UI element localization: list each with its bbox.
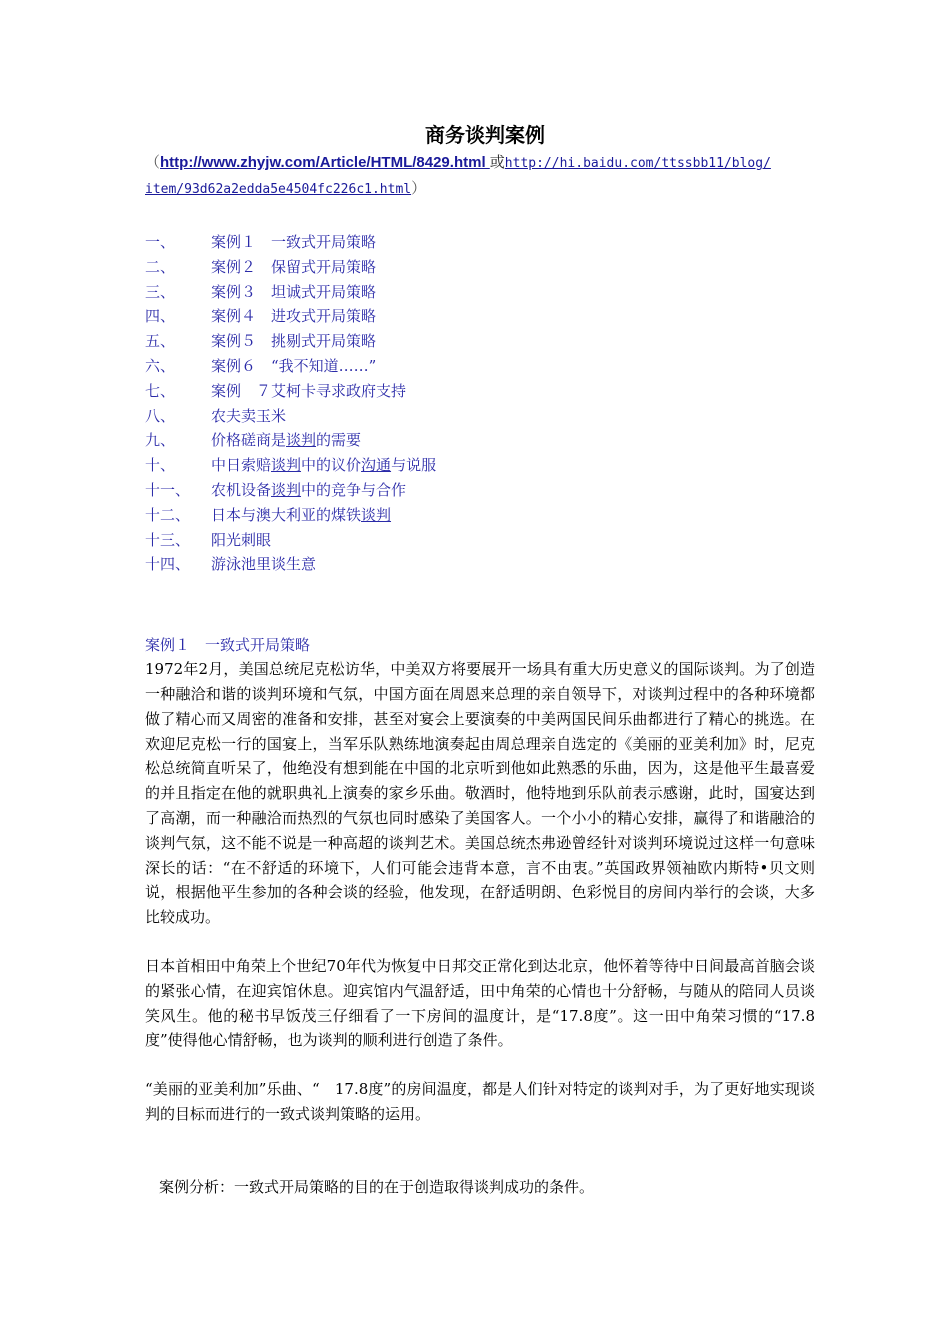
document-page: [145, 120, 815, 1199]
toc-number: 九、: [145, 431, 176, 450]
toc-label-link[interactable]: 谈判: [286, 431, 317, 450]
toc-number: 八、: [145, 406, 176, 425]
toc-label: 案例６ “我不知道……”: [211, 356, 377, 375]
toc-label: [211, 453, 436, 478]
toc-number: 十二、: [145, 505, 191, 524]
toc-item[interactable]: [145, 354, 815, 379]
toc-item[interactable]: [145, 528, 815, 553]
toc-number: 六、: [145, 356, 176, 375]
table-of-contents: [145, 230, 815, 577]
toc-label-text: 中的竞争与合作: [301, 480, 407, 499]
toc-number: 二、: [145, 257, 176, 276]
body-paragraph: “美丽的亚美利加”乐曲、“ 17.8度”的房间温度，都是人们针对特定的谈判对手，为了更好地实现谈判的目标而进行的一致式谈判策略的运用。: [145, 1080, 815, 1123]
toc-item[interactable]: [145, 379, 815, 404]
source-link-baidu-cont[interactable]: item/93d62a2edda5e4504fc226c1.html: [145, 182, 412, 197]
toc-label: [211, 428, 361, 453]
toc-item[interactable]: [145, 503, 815, 528]
source-or: 或: [489, 153, 505, 171]
toc-label: 案例５ 挑剔式开局策略: [211, 332, 377, 351]
source-line-2: [145, 176, 815, 202]
section-heading: 案例１ 一致式开局策略: [145, 636, 311, 655]
toc-label: 案例２ 保留式开局策略: [211, 257, 377, 276]
toc-label-link[interactable]: 谈判: [271, 456, 302, 475]
case-analysis: 案例分析：一致式开局策略的目的在于创造取得谈判成功的条件。: [159, 1177, 595, 1196]
source-link-baidu[interactable]: http://hi.baidu.com/ttssbb11/blog/: [504, 156, 771, 171]
toc-number: 十、: [145, 456, 176, 475]
toc-item[interactable]: [145, 478, 815, 503]
toc-item[interactable]: [145, 453, 815, 478]
toc-item[interactable]: [145, 230, 815, 255]
toc-item[interactable]: [145, 404, 815, 429]
toc-label: 案例 ７艾柯卡寻求政府支持: [211, 381, 407, 400]
toc-item[interactable]: [145, 255, 815, 280]
toc-number: 十三、: [145, 530, 191, 549]
toc-item[interactable]: [145, 304, 815, 329]
source-open-paren: （: [145, 153, 161, 171]
toc-label-text: 中的议价: [301, 456, 362, 475]
toc-number: 十一、: [145, 480, 191, 499]
toc-label-text: 日本与澳大利亚的煤铁: [211, 505, 362, 524]
toc-label: 阳光刺眼: [211, 530, 272, 549]
toc-number: 七、: [145, 381, 176, 400]
toc-number: 四、: [145, 307, 176, 326]
toc-item[interactable]: [145, 329, 815, 354]
toc-label-link[interactable]: 沟通: [361, 456, 392, 475]
toc-label: 案例４ 进攻式开局策略: [211, 307, 377, 326]
toc-item[interactable]: [145, 428, 815, 453]
toc-label: 游泳池里谈生意: [211, 555, 317, 574]
toc-item[interactable]: [145, 280, 815, 305]
toc-label-text: 的需要: [316, 431, 362, 450]
body-paragraph: 日本首相田中角荣上个世纪70年代为恢复中日邦交正常化到达北京，他怀着等待中日间最高首脑会谈的紧张心情，在迎宾馆休息。迎宾馆内气温舒适，田中角荣的心情也十分舒畅，与随从的陪同人员谈笑风生。他的秘书早饭茂三仔细看了一下房间的温度计，是“17.8度”。这一田中角荣习惯的“17.8度”使得他心情舒畅，也为谈判的顺利进行创造了条件。: [145, 956, 815, 1050]
toc-label-text: 农机设备: [211, 480, 272, 499]
toc-label-text: 价格磋商是: [211, 431, 287, 450]
toc-label: 农夫卖玉米: [211, 406, 287, 425]
toc-label-text: 与说服: [391, 456, 437, 475]
source-close-paren: ）: [411, 179, 427, 197]
toc-label-text: 中日索赔: [211, 456, 272, 475]
toc-number: 一、: [145, 233, 176, 251]
source-link-zhyjw[interactable]: http://www.zhyjw.com/Article/HTML/8429.html: [160, 154, 490, 171]
source-line: [145, 150, 815, 176]
toc-label-link[interactable]: 谈判: [361, 505, 392, 524]
toc-item[interactable]: [145, 552, 815, 577]
page-title: 商务谈判案例: [425, 123, 545, 147]
toc-number: 十四、: [145, 555, 191, 574]
toc-label: [211, 478, 406, 503]
toc-label: 案例３ 坦诚式开局策略: [211, 282, 377, 301]
toc-label: [211, 503, 391, 528]
toc-number: 五、: [145, 332, 176, 351]
body-paragraph: 1972年2月，美国总统尼克松访华，中美双方将要展开一场具有重大历史意义的国际谈判。为了创造一种融洽和谐的谈判环境和气氛，中国方面在周恩来总理的亲自领导下，对谈判过程中的各种环境都做了精心而又周密的准备和安排，甚至对宴会上要演奏的中美两国民间乐曲都进行了精心的挑选。在欢迎尼克松一行的国宴上，当军乐队熟练地演奏起由周总理亲自选定的《美丽的亚美利加》时，尼克松总统简直听呆了，他绝没有想到能在中国的北京听到他如此熟悉的乐曲，因为，这是他平生最喜爱的并且指定在他的就职典礼上演奏的家乡乐曲。敬酒时，他特地到乐队前表示感谢，此时，国宴达到了高潮，而一种融洽而热烈的气氛也同时感染了美国客人。一个小小的精心安排，赢得了和谐融洽的谈判气氛，这不能不说是一种高超的谈判艺术。美国总统杰弗逊曾经针对谈判环境说过这样一句意味深长的话：“在不舒适的环境下，人们可能会违背本意，言不由衷。”英国政界领袖欧内斯特•贝文则说，根据他平生参加的各种会谈的经验，他发现，在舒适明朗、色彩悦目的房间内举行的会谈，大多比较成功。: [145, 660, 815, 927]
toc-label: 案例１ 一致式开局策略: [211, 233, 377, 251]
toc-number: 三、: [145, 282, 176, 301]
toc-label-link[interactable]: 谈判: [271, 480, 302, 499]
